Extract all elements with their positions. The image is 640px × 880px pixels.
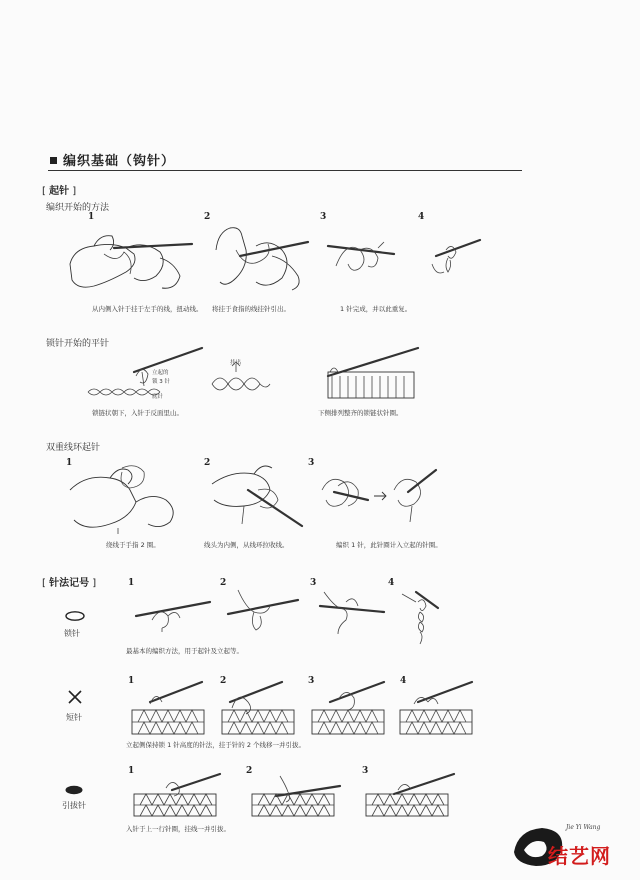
method1-step-3: 3: [320, 212, 327, 222]
single-step-2-illustration: [220, 680, 300, 738]
page-title: [50, 150, 175, 169]
method1-caption-2: 将挂于食指的线挂针引出。: [212, 305, 290, 313]
chain-step-4-illustration: [398, 588, 448, 648]
watermark-logo: [508, 818, 626, 874]
slip-step-1: 1: [128, 766, 135, 776]
oval-icon: [64, 610, 86, 622]
label-vertical-start: 立起的: [152, 370, 169, 376]
slip-step-2: 2: [246, 766, 253, 776]
single-step-3-illustration: [310, 680, 390, 738]
method3-step-3: 3: [308, 458, 315, 468]
slip-step-3: 3: [362, 766, 369, 776]
method1-subtitle: 编织开始的方法: [46, 203, 110, 213]
method3-caption-1: 绕线于手指 2 圈。: [106, 541, 160, 549]
section-symbols-label: 针法记号: [49, 578, 90, 589]
slip-caption: 入针于上一行针圈，挂线一并引拔。: [126, 825, 230, 833]
slip-symbol-name: 引拔针: [62, 801, 86, 810]
chain-base-row-illustration: [318, 346, 422, 406]
method3-step-2: 2: [204, 458, 211, 468]
method1-caption-1: 从内侧入针于挂于左手的线，扭动线。: [92, 305, 203, 313]
chain-row-illustration: [84, 346, 204, 406]
double-ring-hand-1: [66, 462, 186, 534]
single-step-1: 1: [128, 676, 135, 686]
x-mark-icon: [68, 690, 82, 704]
chain-step-3: 3: [310, 578, 317, 588]
chain-step-1: 1: [128, 578, 135, 588]
chain-step-1-illustration: [132, 592, 212, 632]
method2-caption-2: 下侧排列整齐的锁链状针圈。: [318, 409, 403, 417]
single-step-4-illustration: [398, 680, 478, 738]
chain-step-4: 4: [388, 578, 395, 588]
single-step-1-illustration: [130, 680, 210, 738]
single-step-2: 2: [220, 676, 227, 686]
double-ring-hand-2: [208, 460, 304, 532]
slip-step-2-illustration: [250, 772, 342, 822]
section-start-label: 起针: [49, 186, 70, 197]
method3-step-1: 1: [66, 458, 73, 468]
chain-step-2: 2: [220, 578, 227, 588]
single-caption: 立起侧保持锁 1 针高度的针法，挂于针的 2 个线移一并引拔。: [126, 741, 306, 749]
watermark-text: 结艺网: [548, 844, 611, 868]
page-title-text: 编织基础（钩针）: [63, 154, 176, 169]
title-rule: [48, 170, 522, 171]
method2-subtitle: 锁针开始的平针: [46, 339, 110, 349]
square-bullet-icon: [50, 157, 57, 164]
chain-symbol-name: 锁针: [64, 629, 80, 638]
filled-oval-icon: [64, 784, 84, 796]
label-chain3: 锁 3 针: [152, 379, 170, 385]
label-hang: 挂出: [230, 360, 242, 366]
chain-caption: 最基本的编织方法，用于起针及立起等。: [126, 647, 243, 655]
method1-step-2: 2: [204, 212, 211, 222]
method3-caption-3: 编织 1 针，此针圈计入立起的针圈。: [336, 541, 442, 549]
single-step-3: 3: [308, 676, 315, 686]
slip-step-1-illustration: [132, 772, 224, 822]
label-base: 底针: [152, 394, 164, 400]
chain-step-2-illustration: [224, 588, 300, 634]
loop-illustration-3: [326, 236, 396, 276]
section-start-heading: [ 起针 ]: [42, 186, 77, 197]
chain-step-3-illustration: [316, 590, 386, 636]
double-ring-loop-3: [316, 466, 440, 526]
method1-step-1: 1: [88, 212, 95, 222]
hand-illustration-2: [212, 220, 312, 296]
section-symbols-heading: [ 针法记号 ]: [42, 578, 97, 589]
method3-caption-2: 线头为内侧，从线环拉收线。: [204, 541, 289, 549]
method2-caption-1: 锁链状朝下，入针于反面里山。: [92, 409, 183, 417]
method3-subtitle: 双重线环起针: [46, 443, 101, 453]
slip-step-3-illustration: [364, 772, 456, 822]
method1-step-4: 4: [418, 212, 425, 222]
chain-back-bump-illustration: [208, 362, 274, 402]
method1-caption-3: 1 针完成，并以此重复。: [340, 305, 412, 313]
single-step-4: 4: [400, 676, 407, 686]
watermark-signature: Jie Yi Wang: [566, 824, 601, 831]
chain-illustration-4: [422, 232, 482, 280]
single-symbol-name: 短针: [66, 713, 82, 722]
hand-illustration-1: [64, 224, 194, 296]
